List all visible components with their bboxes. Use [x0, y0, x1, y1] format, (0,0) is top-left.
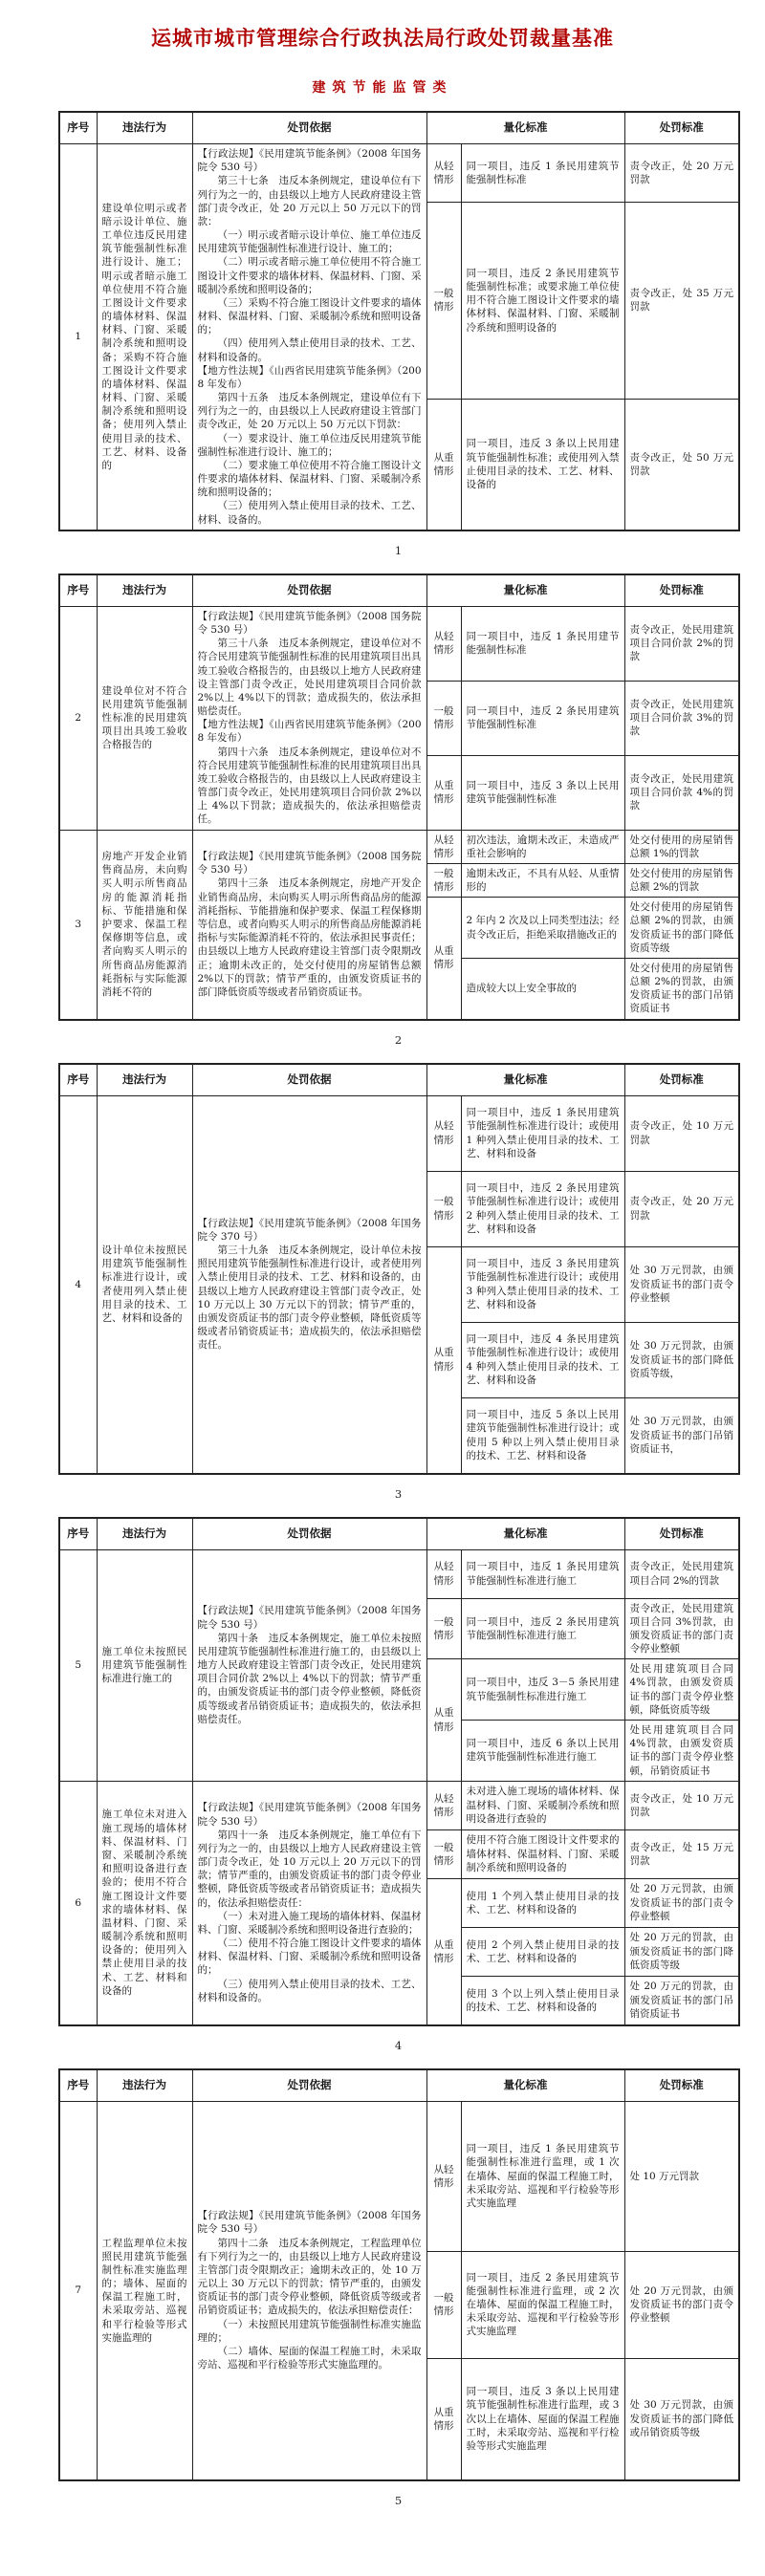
quant-row [59, 1549, 739, 1598]
penalty-cell: 处交付使用的房屋销售总额 2%的罚款，由颁发资质证书的部门吊销资质证书 [624, 958, 739, 1019]
basis-paragraph: 第四十五条 违反本条例规定，建设单位有下列行为之一的，由县级以上人民政府建设主管部门责令改正，处 20 万元以上 50 万元以下罚款： [197, 392, 422, 431]
penalty-table [58, 1063, 740, 1475]
situation-cell: 一般情形 [426, 1171, 461, 1246]
violation-cell: 工程监理单位未按照民用建筑节能强制性标准实施监理的；墙体、屋面的保温工程施工时，未采取旁站、巡视和平行检验等形式实施监理的 [97, 2101, 192, 2480]
situation-cell: 一般情形 [426, 1829, 461, 1878]
basis-paragraph: 【行政法规】《民用建筑节能条例》（2008 年国务院令 530 号） [197, 2210, 422, 2236]
document-subtitle: 建筑节能监管类 [312, 80, 453, 96]
row-number-cell: 6 [59, 1781, 97, 2025]
quant-desc-cell: 同一项目，违反 2 条民用建筑节能强制性标准进行监理，或 2 次在墙体、屋面的保温工程施工时，未采取旁站、巡视和平行检验等形式实施监理 [461, 2251, 624, 2358]
table-head [59, 112, 739, 144]
quant-desc-cell: 初次违法，逾期未改正，未造成严重社会影响的 [461, 830, 624, 863]
basis-paragraph: 【地方性法规】《山西省民用建筑节能条例》（2008 年发布） [197, 364, 422, 390]
column-header-quant: 量化标准 [426, 2069, 624, 2102]
table-head [59, 2069, 739, 2102]
penalty-cell: 责令改正，处民用建筑项目合同 2%的罚款 [624, 1549, 739, 1598]
row-number-cell: 4 [59, 1095, 97, 1474]
penalty-cell: 处交付使用的房屋销售总额 2%的罚款，由颁发资质证书的部门降低资质等级 [624, 898, 739, 959]
penalty-cell: 责令改正，处 10 万元罚款 [624, 1095, 739, 1171]
penalty-table [58, 111, 740, 531]
quant-desc-cell: 2 年内 2 次及以上同类型违法；经责令改正后，拒绝采取措施改正的 [461, 898, 624, 959]
column-header-penalty: 处罚标准 [624, 112, 739, 144]
penalty-cell: 责令改正，处 20 万元罚款 [624, 1171, 739, 1246]
penalty-cell: 责令改正，处民用建筑项目合同价款 2%的罚款 [624, 606, 739, 681]
penalty-cell: 责令改正，处民用建筑项目合同价款 3%的罚款 [624, 681, 739, 755]
quant-desc-cell: 同一项目中，违反 3 条民用建筑节能强制性标准进行设计；或使用 3 种列入禁止使用目录的技术、工艺、材料和设备 [461, 1246, 624, 1322]
column-header-quant: 量化标准 [426, 1518, 624, 1550]
violation-cell: 建设单位对不符合民用建筑节能强制性标准的民用建筑项目出具竣工验收合格报告的 [97, 606, 192, 830]
table-head [59, 1064, 739, 1096]
penalty-cell: 责令改正，处民用建筑项目合同价款 4%的罚款 [624, 755, 739, 830]
penalty-cell: 处 30 万元罚款，由颁发资质证书的部门降低或吊销资质等级 [624, 2358, 739, 2480]
header-row [59, 574, 739, 607]
penalty-cell: 处 30 万元罚款，由颁发资质证书的部门吊销资质证书， [624, 1397, 739, 1474]
penalty-cell: 责令改正，处 35 万元罚款 [624, 203, 739, 400]
penalty-cell: 处 20 万元的罚款，由颁发资质证书的部门降低资质等级 [624, 1927, 739, 1976]
table-body [59, 1095, 739, 1474]
basis-cell [192, 606, 426, 830]
header-row [59, 2069, 739, 2102]
basis-cell [192, 144, 426, 530]
page-number: 1 [394, 543, 403, 557]
row-number-cell: 1 [59, 144, 97, 530]
column-header-penalty: 处罚标准 [624, 1064, 739, 1096]
page-number: 4 [394, 2038, 403, 2052]
basis-paragraph: 【行政法规】《民用建筑节能条例》（2008 年国务院令 530 号） [197, 148, 422, 174]
quant-row [59, 2101, 739, 2251]
basis-paragraph: （四）使用列入禁止使用目录的技术、工艺、材料和设备的。 [197, 337, 422, 363]
quant-desc-cell: 同一项目中，违反 6 条以上民用建筑节能强制性标准进行施工 [461, 1721, 624, 1782]
basis-paragraph: （一）明示或者暗示设计单位、施工单位违反民用建筑节能强制性标准进行设计、施工的； [197, 229, 422, 255]
table-body [59, 1549, 739, 2025]
quant-desc-cell: 同一项目，违反 2 条民用建筑节能强制性标准；或要求施工单位使用不符合施工图设计文件要求的墙体材料、保温材料、门窗、采暖制冷系统和照明设备的 [461, 203, 624, 400]
column-header-no: 序号 [59, 112, 97, 144]
column-header-basis: 处罚依据 [192, 1064, 426, 1096]
situation-cell: 从重情形 [426, 1246, 461, 1474]
basis-paragraph: （二）使用不符合施工图设计文件要求的墙体材料、保温材料、门窗、采暖制冷系统和照明设备的； [197, 1937, 422, 1977]
penalty-cell: 责令改正，处 50 万元罚款 [624, 399, 739, 530]
situation-cell: 一般情形 [426, 2251, 461, 2358]
basis-paragraph: （二）要求施工单位使用不符合施工图设计文件要求的墙体材料、保温材料、门窗、采暖制冷系统和照明设备的； [197, 459, 422, 499]
bottom-margin [0, 2523, 765, 2576]
basis-paragraph: 【行政法规】《民用建筑节能条例》（2008 年国务院令 370 号） [197, 1217, 422, 1243]
penalty-cell: 责令改正，处 15 万元罚款 [624, 1829, 739, 1878]
quant-desc-cell: 同一项目中，违反 2 条民用建筑节能强制性标准进行设计；或使用 2 种列入禁止使用目录的技术、工艺、材料和设备 [461, 1171, 624, 1246]
quant-desc-cell: 未对进入施工现场的墙体材料、保温材料、门窗、采暖制冷系统和照明设备进行查验的 [461, 1781, 624, 1829]
quant-desc-cell: 使用 1 个列入禁止使用目录的技术、工艺、材料和设备的 [461, 1878, 624, 1927]
column-header-no: 序号 [59, 574, 97, 607]
tables-host [58, 111, 738, 2507]
row-number-cell: 2 [59, 606, 97, 830]
table-body [59, 2101, 739, 2480]
quant-desc-cell: 逾期未改正，不具有从轻、从重情形的 [461, 863, 624, 897]
basis-paragraph: 【行政法规】《民用建筑节能条例》（2008 国务院令 530 号） [197, 610, 422, 636]
column-header-no: 序号 [59, 1518, 97, 1550]
penalty-cell: 处 30 万元罚款，由颁发资质证书的部门责令停业整顿 [624, 1246, 739, 1322]
situation-cell: 一般情形 [426, 1598, 461, 1659]
basis-paragraph: 第四十条 违反本条例规定，施工单位未按照民用建筑节能强制性标准进行施工的，由县级以上地方人民政府建设主管部门责令改正，处民用建筑项目合同价款 2%以上 4%以下的罚款；情节严重的，由颁发资质证书的部门责令停业整顿，降低资质等级或者吊销资质证书；造成损失的，依法承担赔偿责任。 [197, 1632, 422, 1725]
column-header-violation: 违法行为 [97, 1518, 192, 1550]
penalty-cell: 处 30 万元罚款，由颁发资质证书的部门降低资质等级， [624, 1322, 739, 1397]
quant-desc-cell: 同一项目中，违反 2 条民用建筑节能强制性标准 [461, 681, 624, 755]
basis-cell [192, 1095, 426, 1474]
basis-cell [192, 2101, 426, 2480]
column-header-basis: 处罚依据 [192, 1518, 426, 1550]
situation-cell: 从轻情形 [426, 1781, 461, 1829]
quant-desc-cell: 造成较大以上安全事故的 [461, 958, 624, 1019]
table-body [59, 144, 739, 530]
quant-desc-cell: 同一项目中，违反 1 条民用建节能强制性标准 [461, 606, 624, 681]
situation-cell: 一般情形 [426, 203, 461, 400]
basis-cell [192, 830, 426, 1020]
violation-cell: 建设单位明示或者暗示设计单位、施工单位违反民用建筑节能强制性标准进行设计、施工；明示或者暗示施工单位使用不符合施工图设计文件要求的墙体材料、保温材料、门窗、采暖制冷系统和照明设备；采购不符合施工图设计文件要求的墙体材料、保温材料、门窗、采暖制冷系统和照明设备；使用列入禁止使用目录的技术、工艺、材料、设备的 [97, 144, 192, 530]
penalty-cell: 处 20 万元罚款，由颁发资质证书的部门责令停业整顿 [624, 1878, 739, 1927]
situation-cell: 从重情形 [426, 755, 461, 830]
quant-desc-cell: 使用 3 个以上列入禁止使用目录的技术、工艺、材料和设备的 [461, 1976, 624, 2025]
situation-cell: 从轻情形 [426, 1549, 461, 1598]
quant-desc-cell: 同一项目，违反 3 条以上民用建筑节能强制性标准；或使用列入禁止使用目录的技术、工艺、材料、设备的 [461, 399, 624, 530]
penalty-table [58, 2068, 740, 2481]
basis-paragraph: 【行政法规】《民用建筑节能条例》（2008 国务院令 530 号） [197, 851, 422, 877]
header-row [59, 1064, 739, 1096]
situation-cell: 从轻情形 [426, 1095, 461, 1171]
basis-paragraph: （三）使用列入禁止使用目录的技术、工艺、材料和设备的。 [197, 1978, 422, 2003]
basis-cell [192, 1549, 426, 1781]
column-header-basis: 处罚依据 [192, 2069, 426, 2102]
penalty-cell: 处 20 万元的罚款，由颁发资质证书的部门吊销资质证书 [624, 1976, 739, 2025]
row-number-cell: 7 [59, 2101, 97, 2480]
basis-paragraph: 【行政法规】《民用建筑节能条例》（2008 年国务院令 530 号） [197, 1605, 422, 1631]
basis-cell [192, 1781, 426, 2025]
quant-desc-cell: 同一项目中，违反 1 条民用建筑节能强制性标准进行施工 [461, 1549, 624, 1598]
quant-desc-cell: 同一项目中，违反 3－5 条民用建筑节能强制性标准进行施工 [461, 1659, 624, 1721]
table-head [59, 574, 739, 607]
document [0, 23, 765, 2576]
quant-row [59, 830, 739, 863]
situation-cell: 从重情形 [426, 1659, 461, 1781]
basis-paragraph: （一）未按照民用建筑节能强制性标准实施监理的； [197, 2318, 422, 2344]
quant-desc-cell: 同一项目中，违反 2 条民用建筑节能强制性标准进行施工 [461, 1598, 624, 1659]
page-number: 5 [394, 2493, 403, 2507]
basis-paragraph: 【行政法规】《民用建筑节能条例》（2008 年国务院令 530 号） [197, 1802, 422, 1828]
quant-row [59, 606, 739, 681]
column-header-no: 序号 [59, 2069, 97, 2102]
column-header-no: 序号 [59, 1064, 97, 1096]
penalty-cell: 责令改正，处民用建筑项目合同 3%罚款，由颁发资质证书的部门责令停业整顿 [624, 1598, 739, 1659]
header-row [59, 1518, 739, 1550]
situation-cell: 从重情形 [426, 399, 461, 530]
quant-desc-cell: 同一项目中，违反 3 条以上民用建筑节能强制性标准 [461, 755, 624, 830]
column-header-quant: 量化标准 [426, 1064, 624, 1096]
penalty-cell: 处交付使用的房屋销售总额 1%的罚款 [624, 830, 739, 863]
table-body [59, 606, 739, 1019]
row-number-cell: 3 [59, 830, 97, 1020]
penalty-cell: 处交付使用的房屋销售总额 2%的罚款 [624, 863, 739, 897]
violation-cell: 施工单位未按照民用建筑节能强制性标准进行施工的 [97, 1549, 192, 1781]
header-row [59, 112, 739, 144]
column-header-quant: 量化标准 [426, 574, 624, 607]
quant-desc-cell: 使用 2 个列入禁止使用目录的技术、工艺、材料和设备的 [461, 1927, 624, 1976]
penalty-cell: 处民用建筑项目合同 4%罚款，由颁发资质证书的部门责令停业整顿，降低资质等级 [624, 1659, 739, 1721]
situation-cell: 从轻情形 [426, 2101, 461, 2251]
quant-row [59, 1095, 739, 1171]
basis-paragraph: 第三十八条 违反本条例规定，建设单位对不符合民用建筑节能强制性标准的民用建筑项目出具竣工验收合格报告的，由县级以上地方人民政府建设主管部门责令改正，处民用建筑项目合同价款 2%以上 4%以下的罚款；造成损失的，依法承担赔偿责任。 [197, 638, 422, 718]
basis-paragraph: 第四十六条 违反本条例规定，建设单位对不符合民用建筑节能强制性标准的民用建筑项目出具竣工验收合格报告的，由县级以上人民政府建设主管部门责令改正，处民用建筑项目合同价款 2%以上 4%以下罚款；造成损失的，依法承担赔偿责任。 [197, 746, 422, 826]
basis-paragraph: （一）未对进入施工现场的墙体材料、保温材料、门窗、采暖制冷系统和照明设备进行查验的； [197, 1910, 422, 1936]
basis-paragraph: 第四十一条 违反本条例规定，施工单位有下列行为之一的，由县级以上地方人民政府建设主管部门责令改正，处 10 万元以上 20 万元以下的罚款；情节严重的，由颁发资质证书的部门责令停业整顿，降低资质等级或者吊销资质证书；造成损失的，依法承担赔偿责任： [197, 1829, 422, 1909]
column-header-penalty: 处罚标准 [624, 574, 739, 607]
basis-paragraph: 第三十七条 违反本条例规定，建设单位有下列行为之一的，由县级以上地方人民政府建设主管部门责令改正，处 20 万元以上 50 万元以下的罚款： [197, 175, 422, 227]
basis-paragraph: （二）墙体、屋面的保温工程施工时，未采取旁站、巡视和平行检验等形式实施监理的。 [197, 2345, 422, 2371]
penalty-cell: 处 20 万元罚款，由颁发资质证书的部门责令停业整顿 [624, 2251, 739, 2358]
situation-cell: 从重情形 [426, 1878, 461, 2025]
column-header-basis: 处罚依据 [192, 112, 426, 144]
penalty-cell: 处民用建筑项目合同 4%罚款，由颁发资质证书的部门责令停业整顿，吊销资质证书 [624, 1721, 739, 1782]
quant-row [59, 144, 739, 203]
quant-desc-cell: 同一项目中，违反 1 条民用建筑节能强制性标准进行设计；或使用 1 种列入禁止使用目录的技术、工艺、材料和设备 [461, 1095, 624, 1171]
penalty-cell: 责令改正，处 20 万元罚款 [624, 144, 739, 203]
column-header-violation: 违法行为 [97, 574, 192, 607]
situation-cell: 从重情形 [426, 898, 461, 1020]
table-head [59, 1518, 739, 1550]
basis-paragraph: （一）要求设计、施工单位违反民用建筑节能强制性标准进行设计、施工的； [197, 432, 422, 458]
page-number: 2 [394, 1032, 403, 1047]
basis-paragraph: 第三十九条 违反本条例规定，设计单位未按照民用建筑节能强制性标准进行设计，或者使用列入禁止使用目录的技术、工艺、材料和设备的，由县级以上地方人民政府建设主管部门责令改正，处 10 万元以上 30 万元以下的罚款；情节严重的，由颁发资质证书的部门责令停业整顿，降低资质等级或者吊销资质证书；造成损失的，依法承担赔偿责任。 [197, 1245, 422, 1352]
row-number-cell: 5 [59, 1549, 97, 1781]
quant-row [59, 1781, 739, 1829]
situation-cell: 从轻情形 [426, 606, 461, 681]
situation-cell: 从轻情形 [426, 830, 461, 863]
page-number: 3 [394, 1486, 403, 1501]
quant-desc-cell: 同一项目，违反 1 条民用建筑节能强制性标准进行监理，或 1 次在墙体、屋面的保温工程施工时，未采取旁站、巡视和平行检验等形式实施监理 [461, 2101, 624, 2251]
column-header-violation: 违法行为 [97, 112, 192, 144]
quant-desc-cell: 同一项目，违反 1 条民用建筑节能强制性标准 [461, 144, 624, 203]
basis-paragraph: 【地方性法规】《山西省民用建筑节能条例》（2008 年发布） [197, 719, 422, 745]
quant-desc-cell: 同一项目，违反 3 条以上民用建筑节能强制性标准进行监理，或 3 次以上在墙体、屋面的保温工程施工时，未采取旁站、巡视和平行检验等形式实施监理 [461, 2358, 624, 2480]
column-header-penalty: 处罚标准 [624, 1518, 739, 1550]
situation-cell: 从轻情形 [426, 144, 461, 203]
situation-cell: 一般情形 [426, 681, 461, 755]
column-header-quant: 量化标准 [426, 112, 624, 144]
situation-cell: 一般情形 [426, 863, 461, 897]
basis-paragraph: （三）使用列入禁止使用目录的技术、工艺、材料、设备的。 [197, 500, 422, 526]
penalty-table [58, 574, 740, 1021]
column-header-penalty: 处罚标准 [624, 2069, 739, 2102]
column-header-violation: 违法行为 [97, 1064, 192, 1096]
situation-cell: 从重情形 [426, 2358, 461, 2480]
basis-paragraph: 第四十二条 违反本条例规定，工程监理单位有下列行为之一的，由县级以上地方人民政府建设主管部门责令限期改正；逾期未改正的，处 10 万元以上 30 万元以下的罚款；情节严重的，由颁发资质证书的部门责令停业整顿，降低资质等级或者吊销资质证书；造成损失的，依法承担赔偿责任： [197, 2237, 422, 2317]
column-header-violation: 违法行为 [97, 2069, 192, 2102]
violation-cell: 施工单位未对进入施工现场的墙体材料、保温材料、门窗、采暖制冷系统和照明设备进行查验的；使用不符合施工图设计文件要求的墙体材料、保温材料、门窗、采暖制冷系统和照明设备的；使用列入禁止使用目录的技术、工艺、材料和设备的 [97, 1781, 192, 2025]
violation-cell: 设计单位未按照民用建筑节能强制性标准进行设计，或者使用列入禁止使用目录的技术、工艺、材料和设备的 [97, 1095, 192, 1474]
violation-cell: 房地产开发企业销售商品房，未向购买人明示所售商品房的能源消耗指标、节能措施和保护要求、保温工程保修期等信息，或者向购买人明示的所售商品房能源消耗指标与实际能源消耗不符的 [97, 830, 192, 1020]
quant-desc-cell: 同一项目中，违反 4 条民用建筑节能强制性标准进行设计；或使用 4 种列入禁止使用目录的技术、工艺、材料和设备 [461, 1322, 624, 1397]
penalty-cell: 处 10 万元罚款 [624, 2101, 739, 2251]
penalty-table [58, 1517, 740, 2026]
column-header-basis: 处罚依据 [192, 574, 426, 607]
basis-paragraph: 第四十三条 违反本条例规定，房地产开发企业销售商品房，未向购买人明示所售商品房的能源消耗指标、节能措施和保护要求、保温工程保修期等信息，或者向购买人明示的所售商品房能源消耗指标与实际能源消耗不符的，依法承担民事责任；由县级以上地方人民政府建设主管部门责令限期改正；逾期未改正的，处交付使用的房屋销售总额 2%以下的罚款；情节严重的，由颁发资质证书的部门降低资质等级或者吊销资质证书。 [197, 877, 422, 998]
quant-desc-cell: 使用不符合施工图设计文件要求的墙体材料、保温材料、门窗、采暖制冷系统和照明设备的 [461, 1829, 624, 1878]
document-title: 运城市城市管理综合行政执法局行政处罚裁量基准 [151, 26, 614, 50]
penalty-cell: 责令改正，处 10 万元罚款 [624, 1781, 739, 1829]
basis-paragraph: （三）采购不符合施工图设计文件要求的墙体材料、保温材料、门窗、采暖制冷系统和照明设备的； [197, 296, 422, 336]
basis-paragraph: （二）明示或者暗示施工单位使用不符合施工图设计文件要求的墙体材料、保温材料、门窗、采暖制冷系统和照明设备的； [197, 256, 422, 295]
quant-desc-cell: 同一项目中，违反 5 条以上民用建筑节能强制性标准进行设计；或使用 5 种以上列入禁止使用目录的技术、工艺、材料和设备 [461, 1397, 624, 1474]
